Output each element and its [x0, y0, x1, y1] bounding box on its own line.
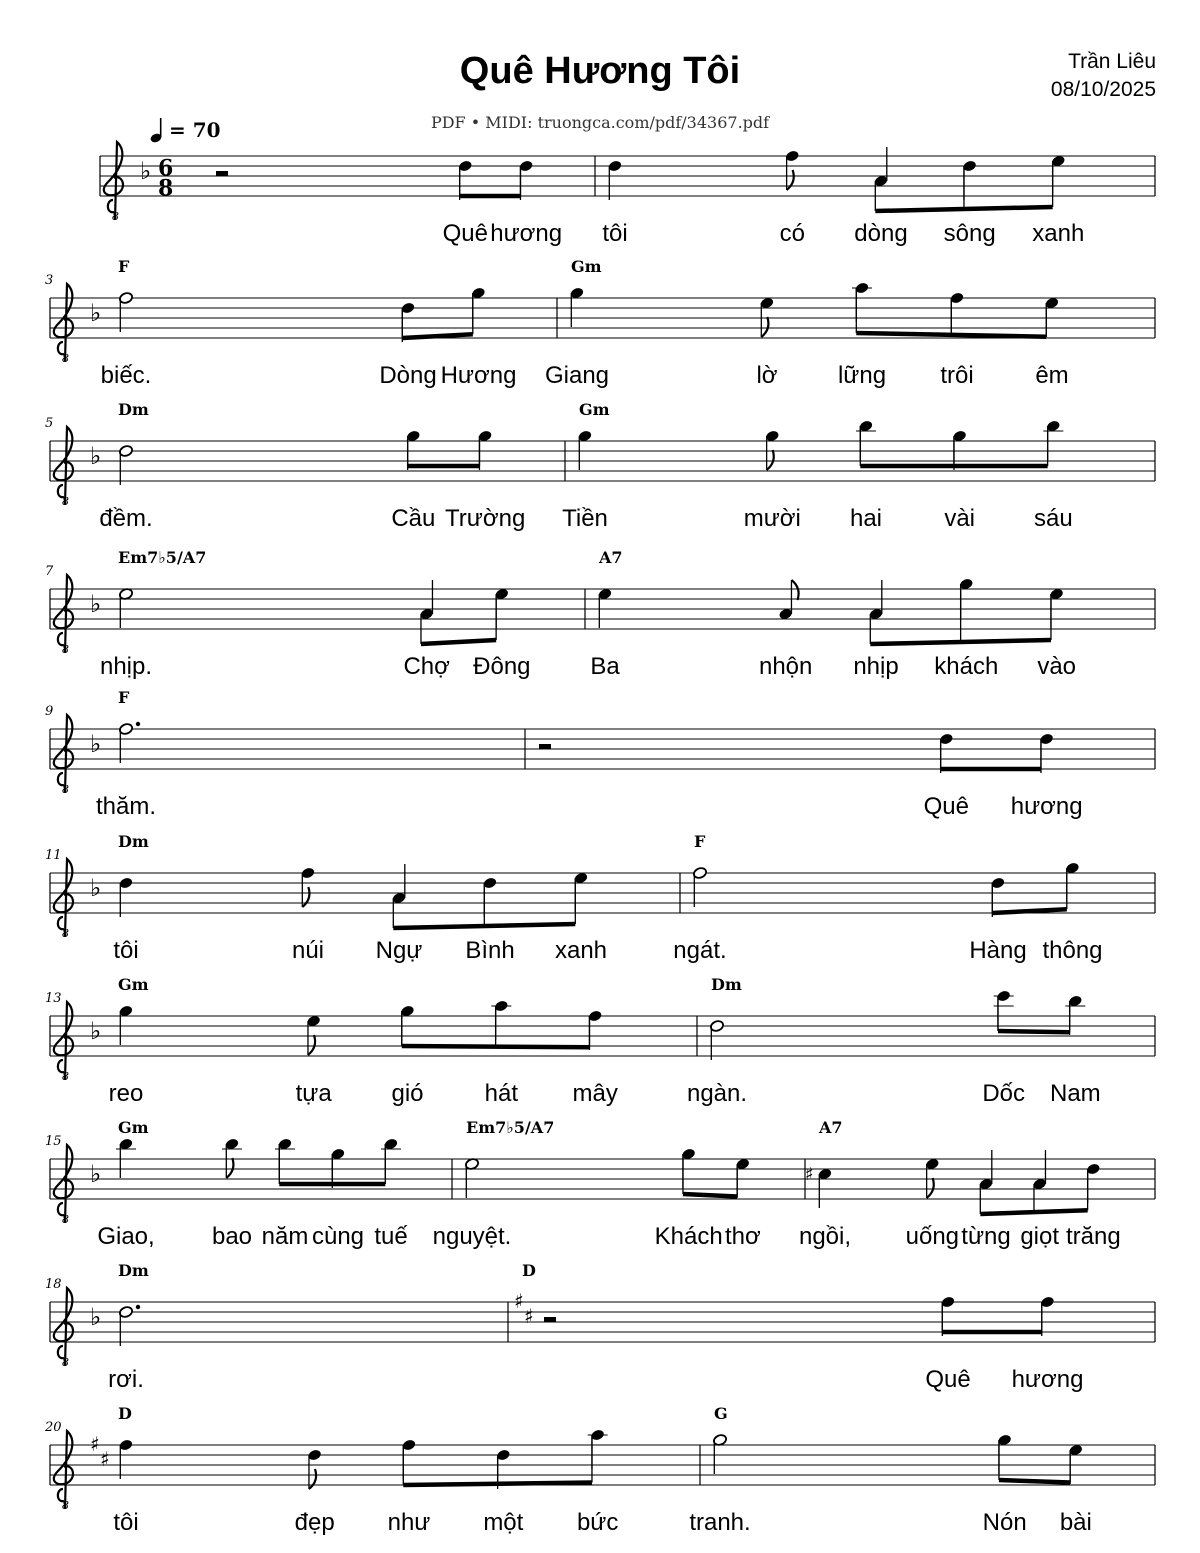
lyric-syllable: tranh.: [689, 1509, 751, 1536]
lyric-syllable: nhịp.: [99, 653, 153, 680]
eighth-flag: [302, 887, 309, 907]
note-beam: [998, 1031, 1070, 1032]
lyric-syllable: khách: [934, 653, 999, 680]
chord-symbol: Em7♭5/A7: [118, 548, 207, 567]
lyric-syllable: hương: [1010, 793, 1083, 820]
flat-key-signature: ♭: [90, 299, 102, 327]
lyric-syllable: một: [483, 1509, 524, 1536]
augmentation-dot: [136, 722, 140, 726]
flat-key-signature: ♭: [90, 442, 102, 470]
staff-system: [45, 688, 1155, 820]
lyric-syllable: Quê: [925, 1366, 971, 1393]
lyric-syllable: xanh: [1032, 220, 1085, 247]
octave-8-marker: 8: [62, 1356, 69, 1369]
lyric-syllable: cùng: [311, 1223, 365, 1250]
lyric-syllable: ngát.: [673, 937, 727, 964]
note-beam: [393, 924, 575, 928]
lyric-syllable: trôi: [940, 362, 974, 389]
lyric-syllable: bao: [211, 1223, 253, 1250]
treble-clef: [54, 575, 73, 653]
flat-key-signature: ♭: [90, 1303, 102, 1331]
octave-8-marker: 8: [62, 927, 69, 940]
octave-8-marker: 8: [62, 1213, 69, 1226]
eighth-flag: [767, 450, 774, 470]
sharp-key-signature: ♯: [90, 1432, 100, 1456]
lyric-syllable: tôi: [113, 937, 139, 964]
lyric-syllable: năm: [261, 1223, 309, 1250]
lyric-syllable: dòng: [854, 220, 908, 247]
eighth-flag: [226, 1158, 233, 1178]
staff-system: [45, 400, 1155, 532]
chord-symbol: G: [714, 1404, 728, 1423]
lyric-syllable: nhộn: [758, 653, 813, 680]
lyric-syllable: thơ: [724, 1223, 761, 1250]
lyric-syllable: nguyệt.: [432, 1223, 512, 1250]
octave-8-marker: 8: [62, 643, 69, 656]
eighth-flag: [309, 1469, 316, 1489]
staff-system: [45, 832, 1155, 964]
octave-8-marker: 8: [62, 1070, 69, 1083]
measure-number: 13: [45, 991, 62, 1006]
note-beam: [875, 207, 1052, 211]
lyric-syllable: nhịp: [853, 653, 899, 680]
treble-clef: [54, 427, 73, 505]
eighth-flag: [308, 1035, 315, 1055]
octave-8-marker: 8: [112, 210, 119, 223]
lyric-syllable: lững: [837, 362, 887, 389]
treble-clef: [54, 715, 73, 793]
lyric-syllable: Ba: [590, 653, 620, 680]
lyric-syllable: Nón: [982, 1509, 1027, 1536]
note-beam: [402, 334, 473, 338]
staff-system: [45, 1118, 1155, 1250]
lyric-syllable: bức: [576, 1509, 619, 1536]
staff-system: [100, 142, 1155, 247]
lyric-syllable: sáu: [1033, 505, 1073, 532]
measure-number: 9: [45, 704, 54, 719]
measure-number: 15: [45, 1134, 62, 1149]
song-title: Quê Hương Tôi: [459, 50, 741, 92]
note-beam: [999, 1480, 1070, 1483]
chord-symbol: Gm: [118, 1118, 149, 1137]
chord-symbol: D: [522, 1261, 536, 1280]
octave-8-marker: 8: [62, 352, 69, 365]
chord-symbol: Em7♭5/A7: [466, 1118, 555, 1137]
lyric-syllable: thăm.: [95, 793, 157, 820]
note-beam: [980, 1210, 1087, 1214]
lyric-syllable: êm: [1035, 362, 1069, 389]
lyric-syllable: gió: [391, 1080, 424, 1107]
octave-8-marker: 8: [62, 783, 69, 796]
lyric-syllable: lờ: [756, 362, 778, 389]
treble-clef: [54, 1431, 73, 1509]
lyric-syllable: Giao,: [97, 1223, 155, 1250]
treble-clef: [54, 284, 73, 362]
lyric-syllable: Ngự: [375, 937, 423, 964]
lyric-syllable: Dốc: [982, 1080, 1026, 1107]
chord-symbol: Dm: [118, 832, 149, 851]
lyric-syllable: sông: [943, 220, 996, 247]
chord-symbol: Gm: [571, 257, 602, 276]
lyric-syllable: hát: [484, 1080, 519, 1107]
lyric-syllable: Bình: [465, 937, 515, 964]
lyric-syllable: tựa: [295, 1080, 332, 1107]
staff-system: [44, 1404, 1155, 1536]
lyric-syllable: Quê: [442, 220, 489, 247]
note-beam: [992, 909, 1067, 913]
lyric-syllable: bài: [1059, 1509, 1092, 1536]
octave-8-marker: 8: [62, 1499, 69, 1512]
lyric-syllable: tôi: [602, 220, 628, 247]
measure-number: 11: [45, 848, 62, 863]
staff-system: [45, 548, 1155, 680]
lyric-syllable: giọt: [1020, 1223, 1060, 1250]
lyric-syllable: hai: [849, 505, 883, 532]
lyric-syllable: Tiền: [562, 505, 608, 532]
staff-system: [45, 1261, 1155, 1393]
lyric-syllable: hương: [490, 220, 563, 247]
lyric-syllable: Nam: [1049, 1080, 1101, 1107]
lyric-syllable: Chợ: [403, 653, 450, 680]
lyric-syllable: ngồi,: [798, 1223, 852, 1250]
chord-symbol: A7: [819, 1118, 843, 1137]
treble-clef: [54, 1002, 73, 1080]
flat-key-signature: ♭: [90, 730, 102, 758]
tempo-value: = 70: [169, 118, 221, 142]
half-rest: [216, 171, 228, 176]
chord-symbol: Gm: [118, 975, 149, 994]
lyric-syllable: rơi.: [108, 1366, 144, 1393]
chord-symbol: Dm: [118, 400, 149, 419]
measure-number: 3: [45, 273, 54, 288]
staff-system: [45, 257, 1155, 389]
lyric-syllable: có: [779, 220, 806, 247]
measure-number: 7: [45, 564, 54, 579]
lyric-syllable: vài: [944, 505, 976, 532]
lyric-syllable: xanh: [554, 937, 608, 964]
lyric-syllable: mây: [572, 1080, 618, 1107]
eighth-flag: [927, 1178, 934, 1198]
time-signature-bottom: 8: [158, 175, 174, 202]
eighth-flag: [791, 580, 798, 600]
note-beam: [683, 1194, 737, 1197]
measure-number: 18: [45, 1277, 62, 1292]
lyric-syllable: thông: [1042, 937, 1103, 964]
accidental-sharp: ♯: [805, 1164, 814, 1185]
lyric-syllable: vào: [1037, 653, 1077, 680]
lyric-syllable: Trường: [445, 505, 526, 532]
chord-symbol: F: [118, 688, 130, 707]
lyric-syllable: Quê: [923, 793, 970, 820]
note-beam: [403, 1483, 592, 1486]
sharp-key-signature: ♯: [524, 1304, 534, 1328]
lyric-syllable: reo: [108, 1080, 144, 1107]
flat-key-signature: ♭: [140, 157, 152, 185]
lyric-syllable: đẹp: [294, 1509, 335, 1536]
lyric-syllable: Đông: [473, 653, 531, 680]
flat-key-signature: ♭: [90, 1160, 102, 1188]
augmentation-dot: [136, 1305, 140, 1309]
eighth-flag: [761, 317, 768, 337]
staff-system: [45, 975, 1155, 1107]
chord-symbol: F: [118, 257, 130, 276]
time-signature-top: 6: [158, 155, 174, 182]
chord-symbol: Dm: [118, 1261, 149, 1280]
lyric-syllable: uống: [905, 1223, 960, 1250]
lyric-syllable: Hàng: [969, 937, 1027, 964]
lyric-syllable: Dòng: [379, 362, 437, 389]
sharp-key-signature: ♯: [514, 1289, 524, 1313]
lyric-syllable: núi: [291, 937, 325, 964]
note-beam: [870, 640, 1051, 644]
chord-symbol: D: [118, 1404, 132, 1423]
lyric-syllable: biếc.: [100, 362, 152, 389]
treble-clef: [54, 1288, 73, 1366]
flat-key-signature: ♭: [90, 590, 102, 618]
note-beam: [421, 640, 496, 644]
lyric-syllable: tôi: [113, 1509, 139, 1536]
treble-clef: [54, 859, 73, 937]
composer-name: Trần Liêu: [1068, 50, 1156, 73]
lyric-syllable: Khách: [654, 1223, 723, 1250]
chord-symbol: F: [694, 832, 706, 851]
lyric-syllable: mười: [743, 505, 801, 532]
note-beam: [402, 1046, 590, 1047]
lyric-syllable: trăng: [1065, 1223, 1121, 1250]
lyric-syllable: đềm.: [99, 505, 153, 532]
lyric-syllable: hương: [1011, 1366, 1084, 1393]
chord-symbol: Gm: [579, 400, 610, 419]
flat-key-signature: ♭: [90, 874, 102, 902]
treble-clef: [54, 1145, 73, 1223]
lyric-syllable: Giang: [544, 362, 610, 389]
lyric-syllable: như: [387, 1509, 431, 1536]
lyric-syllable: từng: [961, 1223, 1011, 1250]
composition-date: 08/10/2025: [1050, 78, 1156, 101]
chord-symbol: Dm: [711, 975, 742, 994]
sharp-key-signature: ♯: [100, 1447, 110, 1471]
flat-key-signature: ♭: [90, 1017, 102, 1045]
measure-number: 20: [45, 1420, 62, 1435]
lyric-syllable: Hương: [440, 362, 517, 389]
lyric-syllable: Cầu: [391, 505, 436, 532]
chord-symbol: A7: [599, 548, 623, 567]
source-link[interactable]: PDF • MIDI: truongca.com/pdf/34367.pdf: [430, 113, 770, 132]
eighth-flag: [787, 170, 794, 190]
half-rest: [544, 1317, 556, 1322]
measure-number: 5: [45, 416, 54, 431]
lyric-syllable: ngàn.: [686, 1080, 748, 1107]
treble-clef: [104, 142, 123, 220]
half-rest: [539, 744, 551, 749]
note-beam: [856, 333, 1046, 337]
lyric-syllable: tuế: [374, 1223, 408, 1250]
octave-8-marker: 8: [62, 495, 69, 508]
